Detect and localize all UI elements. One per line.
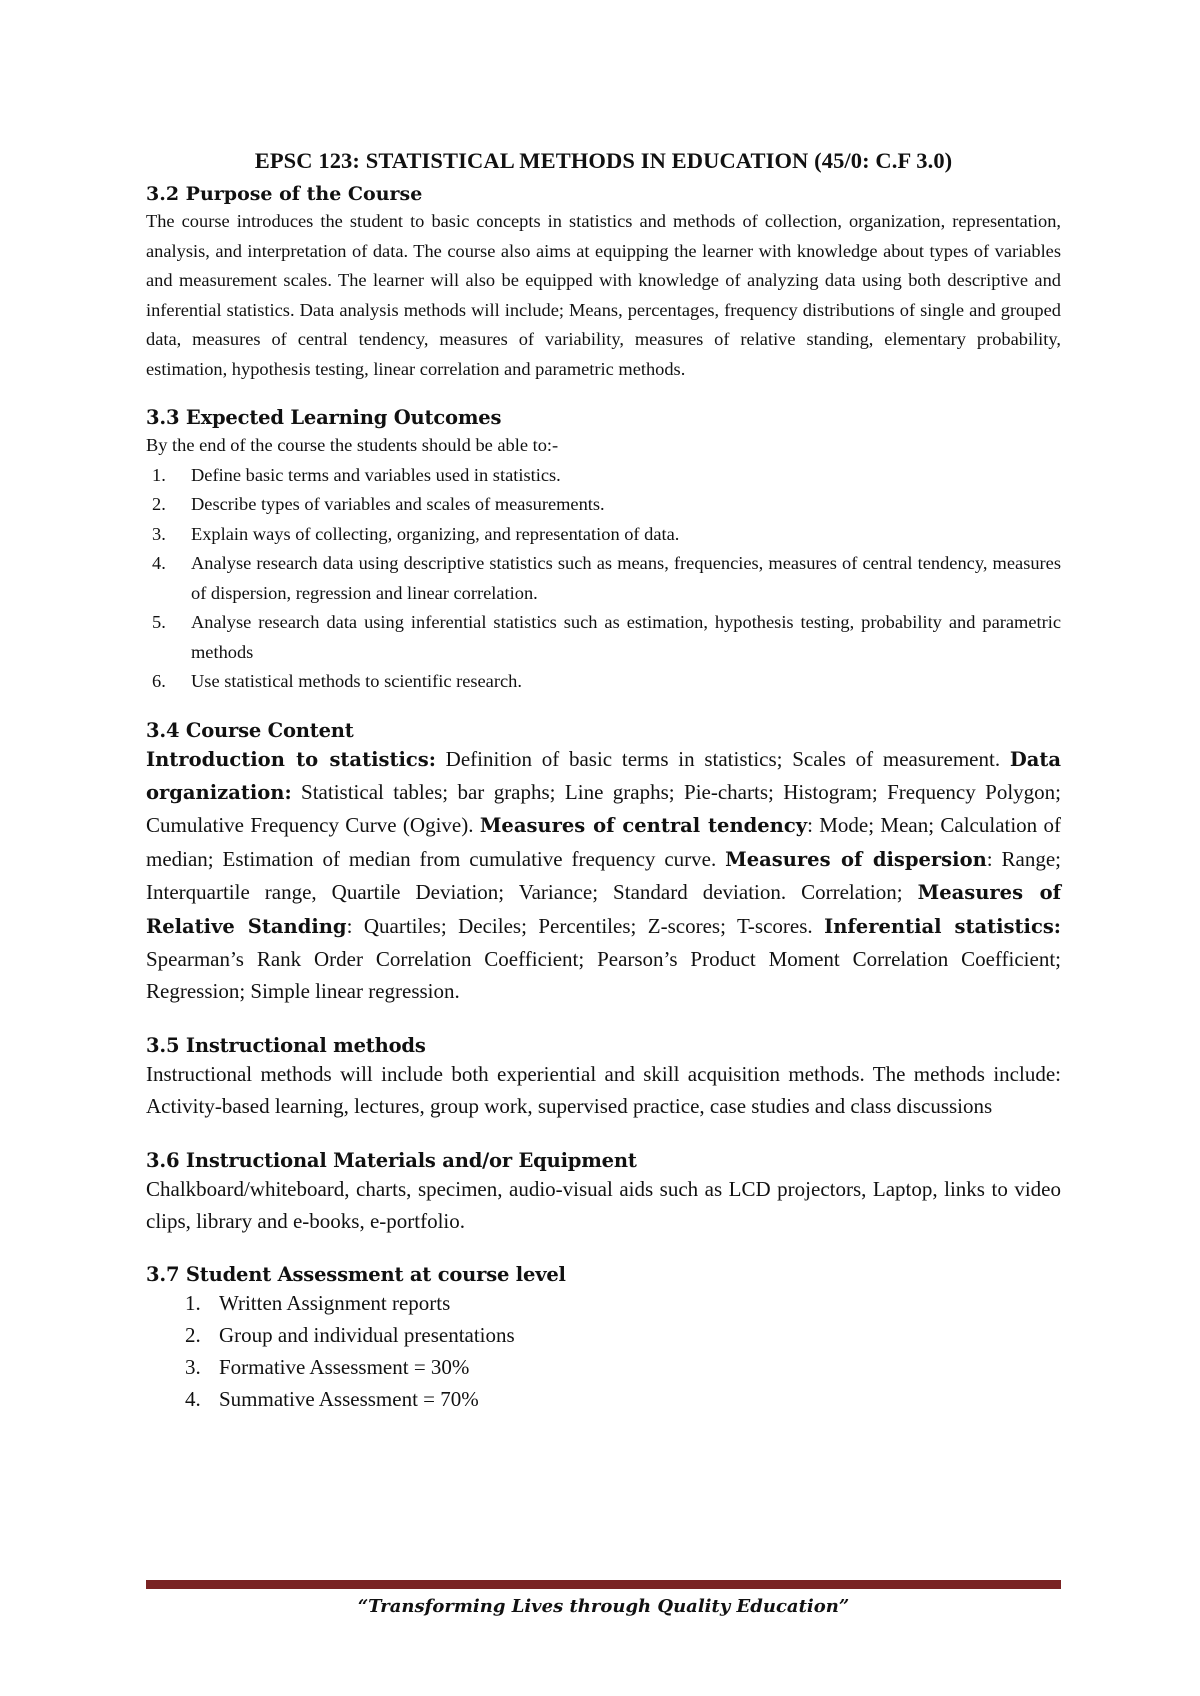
- assessment-number: 3.: [185, 1355, 201, 1380]
- footer-motto: “Transforming Lives through Quality Education”: [357, 1596, 850, 1617]
- outcome-text: Define basic terms and variables used in statistics.: [191, 464, 561, 485]
- outcome-item: [146, 520, 1061, 550]
- content-keyword: Measures of central tendency: [479, 814, 808, 838]
- outcome-number: 6.: [152, 671, 166, 691]
- outcome-item: [146, 549, 1061, 608]
- content-span: : Range; Interquartile range, Quartile Deviation; Variance; Standard deviation. Correlation;: [146, 846, 1061, 905]
- assessment-number: 4.: [185, 1387, 201, 1412]
- content-span: : Mode; Mean; Calculation of median; Estimation of median from cumulative frequency curve.: [146, 813, 1062, 871]
- outcome-number: 3.: [152, 523, 166, 544]
- outcome-number: 1.: [152, 464, 166, 485]
- outcome-item: [146, 490, 1061, 520]
- content-heading: 3.4 Course Content: [146, 718, 354, 742]
- assessment-text: Group and individual presentations: [219, 1323, 515, 1348]
- content-text: [146, 743, 1061, 1008]
- assessment-number: 1.: [185, 1291, 201, 1316]
- outcome-text: Analyse research data using inferential statistics such as estimation, hypothesis testing, probability and parametric methods: [191, 612, 1061, 662]
- assessment-item: [146, 1287, 1061, 1319]
- document-title: EPSC 123: STATISTICAL METHODS IN EDUCATION (45/0: C.F 3.0): [254, 148, 953, 173]
- methods-text: Instructional methods will include both experiential and skill acquisition methods. The methods include: Activity-based learning, lectures, group work, supervised practice, case studies and class discussions: [146, 1061, 1061, 1119]
- outcome-text: Use statistical methods to scientific research.: [191, 671, 522, 691]
- purpose-heading: 3.2 Purpose of the Course: [146, 183, 423, 205]
- methods-heading: 3.5 Instructional methods: [146, 1033, 426, 1057]
- outcome-item: [146, 608, 1061, 667]
- content-span: : Quartiles; Deciles; Percentiles; Z-scores; T-scores.: [346, 913, 825, 938]
- outcome-number: 4.: [152, 553, 166, 573]
- assessment-text: Formative Assessment = 30%: [219, 1355, 470, 1380]
- outcome-number: 5.: [152, 612, 166, 632]
- content-span: Spearman’s Rank Order Correlation Coefficient; Pearson’s Product Moment Correlation Coefficient; Regression; Simple linear regression.: [146, 946, 1061, 1004]
- content-keyword: Introduction to statistics:: [146, 747, 436, 771]
- content-keyword: Data organization:: [146, 747, 1061, 804]
- content-span: Statistical tables; bar graphs; Line graphs; Pie-charts; Histogram; Frequency Polygon; Cumulative Frequency Curve (Ogive).: [146, 779, 1061, 838]
- outcome-item: [146, 461, 1061, 491]
- materials-heading: 3.6 Instructional Materials and/or Equipment: [146, 1148, 637, 1172]
- assessment-number: 2.: [185, 1323, 201, 1348]
- content-keyword: Measures of dispersion: [725, 847, 987, 871]
- content-span: Definition of basic terms in statistics; Scales of measurement.: [435, 746, 1010, 771]
- outcome-text: Analyse research data using descriptive statistics such as means, frequencies, measures of central tendency, measures of dispersion, regression and linear correlation.: [191, 553, 1061, 603]
- assessment-list: [146, 1287, 1061, 1415]
- outcomes-intro: By the end of the course the students should be able to:-: [146, 435, 559, 455]
- purpose-text: The course introduces the student to basic concepts in statistics and methods of collection, organization, representation, analysis, and interpretation of data. The course also aims at equipping the learner with knowledge about types of variables and measurement scales. The learner will also be equipped with knowledge of analyzing data using both descriptive and inferential statistics. Data analysis methods will include; Means, percentages, frequency distributions of single and grouped data, measures of central tendency, measures of variability, measures of relative standing, elementary probability, estimation, hypothesis testing, linear correlation and parametric methods.: [146, 211, 1061, 379]
- outcome-item: [146, 667, 1061, 697]
- footer-divider: [146, 1580, 1061, 1589]
- assessment-item: [146, 1351, 1061, 1383]
- assessment-item: [146, 1319, 1061, 1351]
- materials-text: Chalkboard/whiteboard, charts, specimen, audio-visual aids such as LCD projectors, Laptop, links to video clips, library and e-books, e-portfolio.: [146, 1176, 1061, 1233]
- assessment-heading: 3.7 Student Assessment at course level: [146, 1263, 566, 1287]
- outcome-text: Describe types of variables and scales of measurements.: [191, 494, 605, 514]
- outcomes-heading: 3.3 Expected Learning Outcomes: [146, 406, 502, 429]
- outcome-number: 2.: [152, 494, 166, 514]
- content-keyword: Inferential statistics:: [824, 914, 1061, 938]
- document-page: [146, 148, 1061, 1415]
- assessment-text: Written Assignment reports: [219, 1291, 451, 1316]
- content-keyword: Measures of Relative Standing: [146, 881, 1061, 938]
- assessment-text: Summative Assessment = 70%: [219, 1387, 479, 1412]
- assessment-item: [146, 1383, 1061, 1415]
- outcomes-list: [146, 461, 1061, 697]
- outcome-text: Explain ways of collecting, organizing, and representation of data.: [191, 523, 680, 544]
